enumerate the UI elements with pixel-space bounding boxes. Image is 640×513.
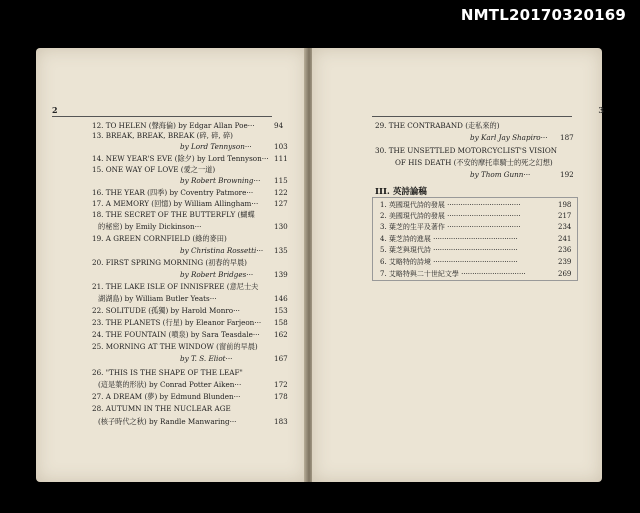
essay-page-number: 241 xyxy=(558,235,572,243)
toc-entry: by Robert Bridges··· xyxy=(180,270,254,279)
toc-entry: 13. BREAK, BREAK, BREAK (碎, 碎, 碎) xyxy=(92,131,233,140)
toc-entry: by Thom Gunn··· xyxy=(470,170,531,179)
left-page-number: 2 xyxy=(52,105,58,115)
toc-page-number: 162 xyxy=(274,330,288,339)
toc-page-number: 172 xyxy=(274,380,288,389)
archive-id-watermark: NMTL20170320169 xyxy=(460,6,626,24)
toc-page-number: 115 xyxy=(274,176,288,185)
toc-page-number: 122 xyxy=(274,188,288,197)
toc-entry: by Christina Rossetti··· xyxy=(180,246,264,255)
toc-page-number: 178 xyxy=(274,392,288,401)
toc-entry: 12. TO HELEN (聲海倫) by Edgar Allan Poe··· xyxy=(92,121,255,130)
toc-page-number: 111 xyxy=(274,154,288,163)
toc-entry: 19. A GREEN CORNFIELD (綠的麥田) xyxy=(92,234,227,243)
essay-entry: 2. 美國現代詩的發展 ································· xyxy=(380,212,521,220)
essay-page-number: 269 xyxy=(558,270,572,278)
toc-page-number: 127 xyxy=(274,199,288,208)
toc-entry: 的秘密) by Emily Dickinson··· xyxy=(98,222,202,231)
essay-page-number: 239 xyxy=(558,258,572,266)
toc-entry: 28. AUTUMN IN THE NUCLEAR AGE xyxy=(92,404,231,413)
toc-entry: OF HIS DEATH (不安的摩托車騎士的死之幻想) xyxy=(395,158,553,167)
toc-page-number: 167 xyxy=(274,354,288,363)
toc-entry: 29. THE CONTRABAND (走私來的) xyxy=(375,121,500,130)
toc-page-number: 192 xyxy=(560,170,574,179)
toc-entry: 湖湖島) by William Butler Yeats··· xyxy=(98,294,217,303)
essay-page-number: 234 xyxy=(558,223,572,231)
toc-entry: 17. A MEMORY (回憶) by William Allingham··· xyxy=(92,199,259,208)
toc-page-number: 94 xyxy=(274,121,284,130)
toc-page-number: 146 xyxy=(274,294,288,303)
toc-entry: 15. ONE WAY OF LOVE (愛之一道) xyxy=(92,165,216,174)
essay-entry: 1. 英國現代詩的發展 ································· xyxy=(380,201,521,209)
toc-entry: (核子時代之秋) by Randle Manwaring··· xyxy=(98,417,237,426)
essay-entry: 7. 艾略特與二十世紀文學 ····························· xyxy=(380,270,526,278)
toc-page-number: 183 xyxy=(274,417,288,426)
right-page-number: 3 xyxy=(598,105,604,115)
toc-entry: by Robert Browning··· xyxy=(180,176,261,185)
toc-entry: 30. THE UNSETTLED MOTORCYCLIST'S VISION xyxy=(375,146,558,155)
toc-entry: by Karl Jay Shapiro··· xyxy=(470,133,548,142)
toc-entry: 14. NEW YEAR'S EVE (除夕) by Lord Tennyson··· xyxy=(92,154,269,163)
essay-entry: 5. 葉芝與現代詩 ······································ xyxy=(380,246,518,254)
toc-entry: 23. THE PLANETS (行星) by Eleanor Farjeon··· xyxy=(92,318,262,327)
toc-entry: 18. THE SECRET OF THE BUTTERFLY (蝴蝶 xyxy=(92,210,255,219)
toc-page-number: 130 xyxy=(274,222,288,231)
toc-entry: 16. THE YEAR (四季) by Coventry Patmore··· xyxy=(92,188,254,197)
toc-entry: 27. A DREAM (夢) by Edmund Blunden··· xyxy=(92,392,241,401)
toc-entry: by T. S. Eliot··· xyxy=(180,354,233,363)
toc-page-number: 153 xyxy=(274,306,288,315)
essay-page-number: 217 xyxy=(558,212,572,220)
toc-entry: 25. MORNING AT THE WINDOW (窗前的早晨) xyxy=(92,342,258,351)
essay-entry: 6. 艾略特的詩境 ······································ xyxy=(380,258,518,266)
essay-entry: 4. 葉芝詩的進展 ······································ xyxy=(380,235,518,243)
section-title: III. 英詩論稿 xyxy=(375,187,427,197)
toc-entry: 26. "THIS IS THE SHAPE OF THE LEAF" xyxy=(92,368,243,377)
left-header-rule xyxy=(52,116,272,117)
toc-entry: by Lord Tennyson··· xyxy=(180,142,252,151)
toc-page-number: 187 xyxy=(560,133,574,142)
toc-page-number: 135 xyxy=(274,246,288,255)
toc-page-number: 139 xyxy=(274,270,288,279)
toc-entry: (這是葉的形狀) by Conrad Potter Aiken··· xyxy=(98,380,242,389)
toc-page-number: 158 xyxy=(274,318,288,327)
toc-page-number: 103 xyxy=(274,142,288,151)
toc-entry: 24. THE FOUNTAIN (噴泉) by Sara Teasdale··· xyxy=(92,330,260,339)
right-header-rule xyxy=(372,116,572,117)
essay-page-number: 236 xyxy=(558,246,572,254)
essay-entry: 3. 葉芝的生平及著作 ································· xyxy=(380,223,521,231)
essay-page-number: 198 xyxy=(558,201,572,209)
toc-entry: 20. FIRST SPRING MORNING (初春的早晨) xyxy=(92,258,247,267)
toc-entry: 21. THE LAKE ISLE OF INNISFREE (意尼士夫 xyxy=(92,282,259,291)
toc-entry: 22. SOLITUDE (孤獨) by Harold Monro··· xyxy=(92,306,240,315)
